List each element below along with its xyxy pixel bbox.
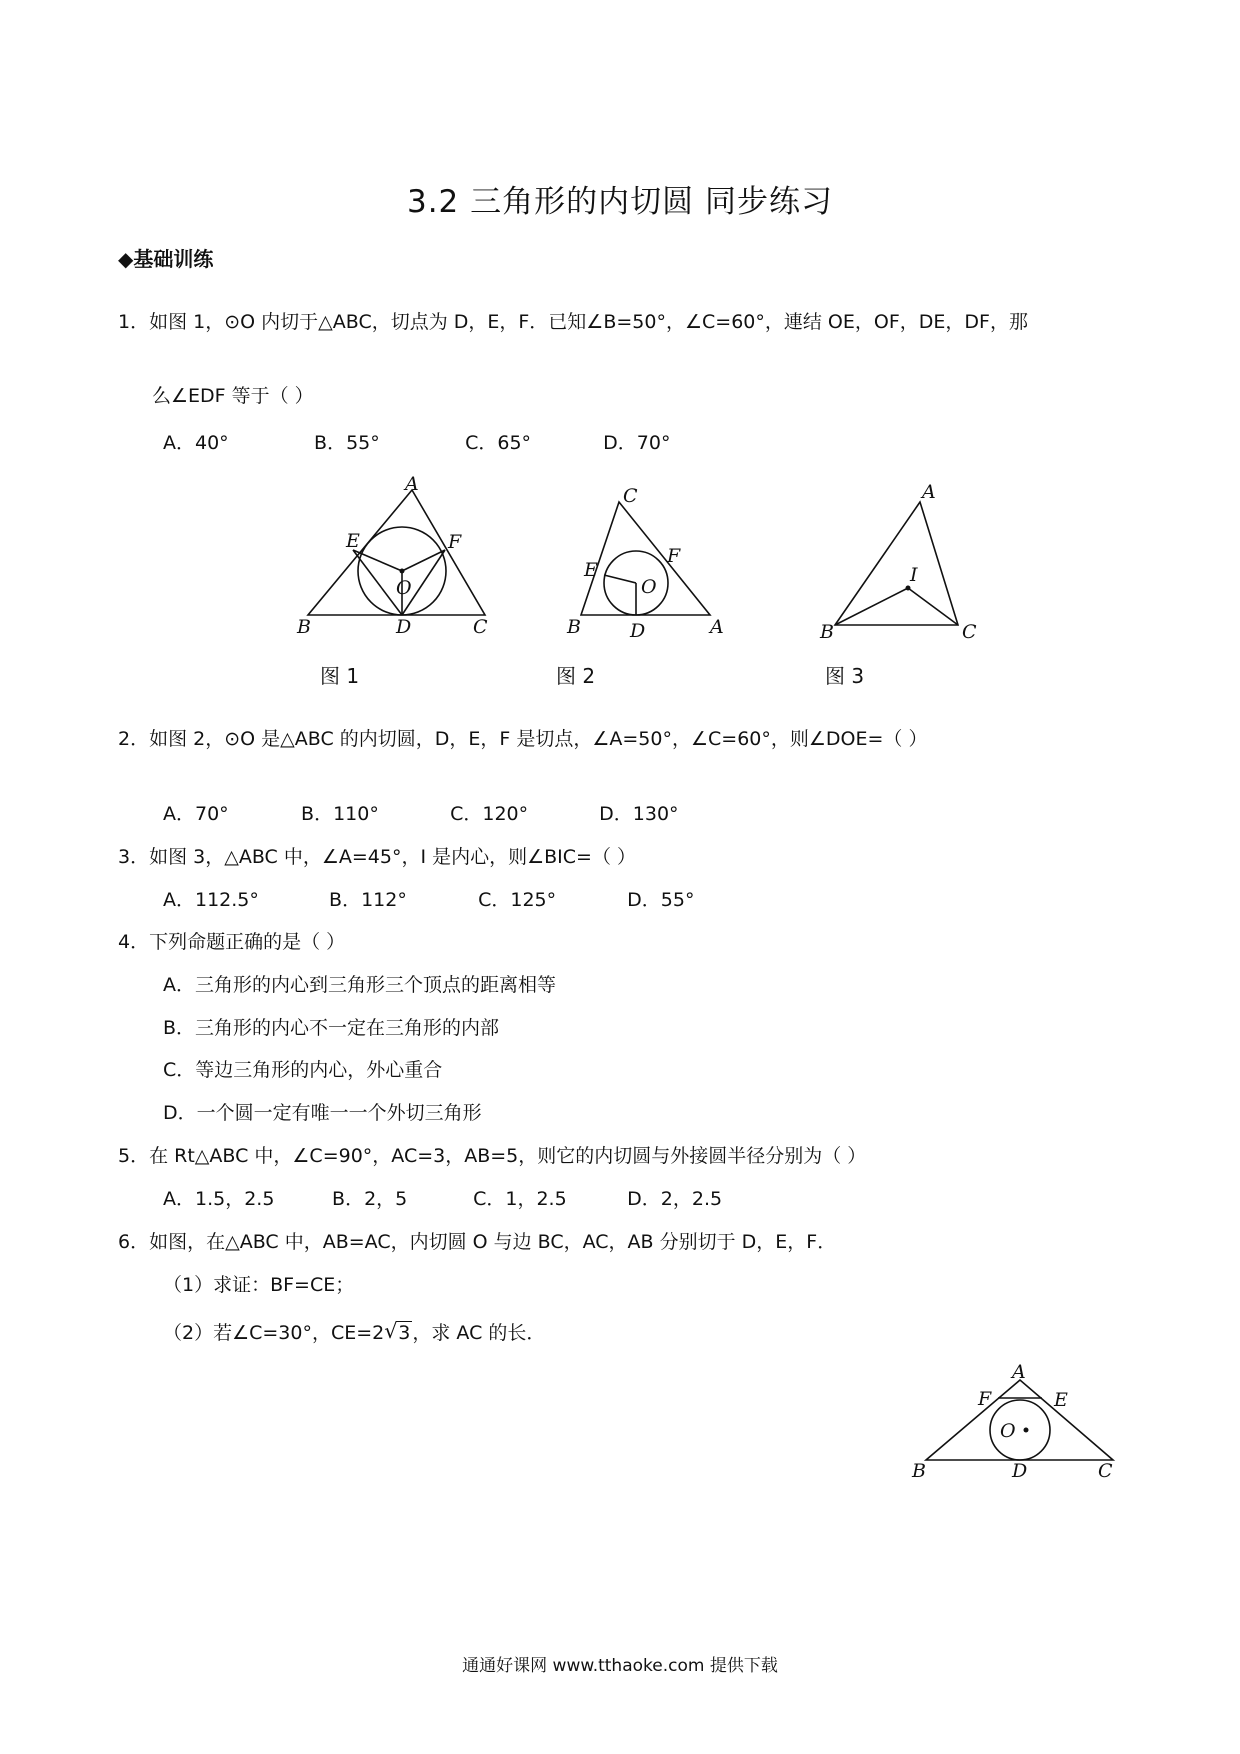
q2-options xyxy=(163,799,679,826)
fig1-label-b: B xyxy=(297,616,311,638)
fig3-label-b: B xyxy=(820,621,834,643)
fig4-triangle xyxy=(926,1380,1113,1460)
q2-option-d: D．130° xyxy=(599,803,679,825)
fig2-label-f: F xyxy=(667,545,681,567)
fig2-label-c: C xyxy=(623,485,638,507)
fig2-label-d: D xyxy=(630,620,646,642)
fig4-label-b: B xyxy=(912,1460,926,1480)
q3-options xyxy=(163,885,694,912)
fig1-label-d: D xyxy=(396,616,412,638)
radical-sign: √ xyxy=(384,1319,398,1343)
q4-option-b: B．三角形的内心不一定在三角形的内部 xyxy=(163,1017,500,1039)
fig3-label-c: C xyxy=(962,621,977,643)
q3-option-b: B．112° xyxy=(329,889,407,911)
fig2-label-e: E xyxy=(584,559,598,581)
figure-1 xyxy=(290,470,500,645)
q1-line1: 1．如图 1，⊙O 内切于△ABC，切点为 D，E，F．已知∠B=50°，∠C=60°，連结 OE，OF，DE，DF，那 xyxy=(118,311,1028,333)
q5-option-a: A．1.5，2.5 xyxy=(163,1188,275,1210)
q1-option-b: B．55° xyxy=(314,432,380,454)
fig4-label-e: E xyxy=(1054,1389,1068,1411)
fig2-label-o: O xyxy=(641,576,657,598)
q5-option-d: D．2，2.5 xyxy=(627,1188,723,1210)
fig3-seg-bi xyxy=(835,588,908,625)
q6-part1: （1）求证：BF=CE； xyxy=(163,1274,355,1296)
fig4-label-c: C xyxy=(1098,1460,1113,1480)
q3-option-c: C．125° xyxy=(478,889,557,911)
q4-option-a: A．三角形的内心到三角形三个顶点的距离相等 xyxy=(163,974,556,996)
figure-2-caption: 图 2 xyxy=(556,664,596,688)
figure-2 xyxy=(555,485,740,645)
footer-text: 通通好课网 www.tthaoke.com 提供下载 xyxy=(462,1656,778,1676)
q5-option-c: C．1，2.5 xyxy=(473,1188,567,1210)
q1-option-a: A．40° xyxy=(163,432,229,454)
figure-1-caption: 图 1 xyxy=(320,664,360,688)
fig1-center-dot xyxy=(400,569,405,574)
fig3-triangle xyxy=(835,502,958,625)
fig3-label-a: A xyxy=(922,481,936,503)
q6-part2-pre: （2）若∠C=30°，CE=2 xyxy=(163,1322,385,1344)
fig4-incircle xyxy=(990,1400,1050,1460)
q2-option-a: A．70° xyxy=(163,803,229,825)
fig1-label-f: F xyxy=(448,531,462,553)
fig4-label-f: F xyxy=(978,1388,992,1410)
q5-line1: 5．在 Rt△ABC 中，∠C=90°，AC=3，AB=5，则它的内切圆与外接圆半径分别为（ ） xyxy=(118,1145,867,1167)
figure-3 xyxy=(810,475,1000,645)
fig1-label-e: E xyxy=(346,530,360,552)
fig2-label-a: A xyxy=(710,616,724,638)
fig4-label-d: D xyxy=(1012,1460,1028,1480)
q1-option-d: D．70° xyxy=(603,432,671,454)
figure-3-caption: 图 3 xyxy=(825,664,865,688)
fig4-label-a: A xyxy=(1012,1361,1026,1383)
q2-option-b: B．110° xyxy=(301,803,379,825)
section-heading: ◆基础训练 xyxy=(118,247,214,271)
q3-option-d: D．55° xyxy=(627,889,695,911)
fig4-center-dot xyxy=(1024,1428,1029,1433)
q1-line2: 么∠EDF 等于（ ） xyxy=(152,385,314,407)
q4-line1: 4．下列命题正确的是（ ） xyxy=(118,931,346,953)
q3-option-a: A．112.5° xyxy=(163,889,259,911)
q4-option-d: D．一个圆一定有唯一一个外切三角形 xyxy=(163,1102,482,1124)
q6-line1: 6．如图，在△ABC 中，AB=AC，内切圆 O 与边 BC，AC，AB 分别切于 D，E，F． xyxy=(118,1231,837,1253)
fig1-label-o: O xyxy=(396,577,412,599)
q1-options xyxy=(163,428,670,455)
q5-option-b: B．2，5 xyxy=(332,1188,408,1210)
fig2-triangle xyxy=(581,502,710,615)
fig4-label-o: O xyxy=(1000,1420,1016,1442)
q3-line1: 3．如图 3，△ABC 中，∠A=45°，I 是内心，则∠BIC=（ ） xyxy=(118,846,637,868)
fig2-seg-oe xyxy=(604,575,636,583)
sqrt-expression xyxy=(384,1319,412,1344)
q6-part2-post: ，求 AC 的长． xyxy=(412,1322,546,1344)
fig3-seg-ci xyxy=(908,588,958,625)
fig1-label-c: C xyxy=(473,616,488,638)
radicand: 3 xyxy=(398,1322,411,1344)
q5-options xyxy=(163,1184,722,1211)
q4-option-c: C．等边三角形的内心，外心重合 xyxy=(163,1059,443,1081)
fig2-label-b: B xyxy=(567,616,581,638)
fig3-incenter-dot xyxy=(906,586,911,591)
fig1-label-a: A xyxy=(405,473,419,495)
q1-option-c: C．65° xyxy=(465,432,532,454)
figure-q6 xyxy=(908,1360,1118,1480)
q6-part2 xyxy=(163,1318,545,1345)
q2-option-c: C．120° xyxy=(450,803,529,825)
page-title: 3.2 三角形的内切圆 同步练习 xyxy=(406,184,833,220)
q2-line1: 2．如图 2，⊙O 是△ABC 的内切圆，D，E，F 是切点，∠A=50°，∠C=60°，则∠DOE=（ ） xyxy=(118,728,928,750)
fig3-label-i: I xyxy=(910,564,918,586)
